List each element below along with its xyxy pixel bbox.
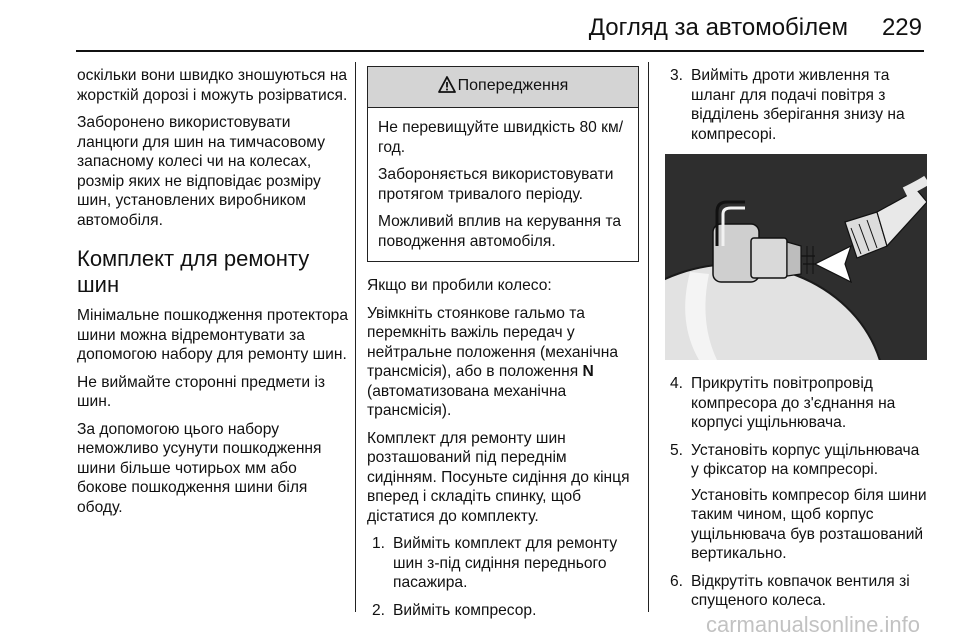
paragraph: Не виймайте сторонні предмети із шин. [77, 373, 326, 410]
step-subtext: Установіть компресор біля шини таким чином, щоб корпус ущільнювача був розташований вертикально. [691, 486, 927, 562]
column-middle [367, 66, 639, 628]
warning-title: Попередження [457, 77, 569, 94]
page-number: 229 [881, 14, 922, 41]
list-item [367, 601, 639, 621]
warning-text: Можливий вплив на керування та поводження автомобіля. [378, 213, 622, 250]
paragraph: Якщо ви пробили колесо: [367, 277, 552, 294]
steps-list [665, 66, 927, 144]
header-title: Догляд за автомобілем [588, 14, 848, 41]
paragraph: Заборонено використовувати ланцюги для шин на тимчасовому запасному колесі чи на колесах, розмір яких не відповідає розміру шин, установлених виробником автомобіля. [77, 114, 325, 229]
step-number: 6. [670, 572, 684, 590]
step-text: Установіть корпус ущільнювача у фіксатор на компресорі. [691, 441, 920, 478]
paragraph: оскільки вони швидко зношуються на жорсткій дорозі і можуть розірватися. [77, 67, 348, 104]
step-text: Відкрутіть ковпачок вентиля зі спущеного колеса. [691, 572, 910, 609]
steps-list [665, 374, 927, 611]
compressor-illustration [665, 154, 927, 360]
warning-body [368, 108, 638, 261]
step-number: 5. [670, 441, 684, 459]
column-right [665, 66, 927, 619]
step-number: 1. [372, 535, 386, 552]
warning-text: Не перевищуйте швидкість 80 км/год. [378, 119, 624, 156]
steps-list [367, 534, 639, 620]
section-heading: Комплект для ремонту шин [77, 246, 310, 297]
text-run: Увімкніть стоянкове гальмо та перемкніть важіль передач у нейтральне положення (механічна трансмісія), або в положення [367, 304, 618, 380]
paragraph: Мінімальне пошкодження протектора шини можна відремонтувати за допомогою набору для ремонту шин. [77, 307, 348, 363]
list-item [665, 374, 927, 433]
warning-text: Забороняється використовувати протягом тривалого періоду. [378, 166, 614, 203]
step-text: Вийміть комплект для ремонту шин з-під сидіння переднього пасажира. [393, 535, 618, 591]
list-item [665, 441, 927, 564]
column-left [77, 66, 349, 525]
list-item [665, 572, 927, 611]
step-text: Вийміть дроти живлення та шланг для подачі повітря з відділень зберігання знизу на компресорі. [691, 67, 905, 143]
list-item [665, 66, 927, 144]
step-number: 3. [670, 67, 684, 84]
warning-triangle-icon [438, 76, 456, 99]
warning-box [367, 66, 639, 262]
header-rule [76, 50, 924, 52]
step-number: 4. [670, 375, 684, 392]
watermark: carmanualsonline.info [705, 612, 920, 637]
paragraph: Комплект для ремонту шин розташований під переднім сидінням. Посуньте сидіння до кінця вперед і складіть спинку, щоб дістатися до комплекту. [367, 429, 630, 525]
step-text: Прикрутіть повітропровід компресора до з'єднання на корпусі ущільнювача. [691, 375, 896, 431]
step-text: Вийміть компресор. [393, 601, 537, 619]
warning-header [368, 67, 638, 108]
paragraph: За допомогою цього набору неможливо усунути пошкодження шини більше чотирьох мм або бокове пошкодження шини біля ободу. [77, 420, 322, 516]
page-header [0, 0, 960, 58]
text-run: (автоматизована механічна трансмісія). [367, 382, 567, 419]
paragraph [367, 304, 639, 421]
column-divider [355, 62, 356, 612]
list-item [367, 534, 639, 593]
gear-position-label: N [582, 363, 594, 380]
step-number: 2. [372, 601, 386, 619]
column-divider [648, 62, 649, 612]
